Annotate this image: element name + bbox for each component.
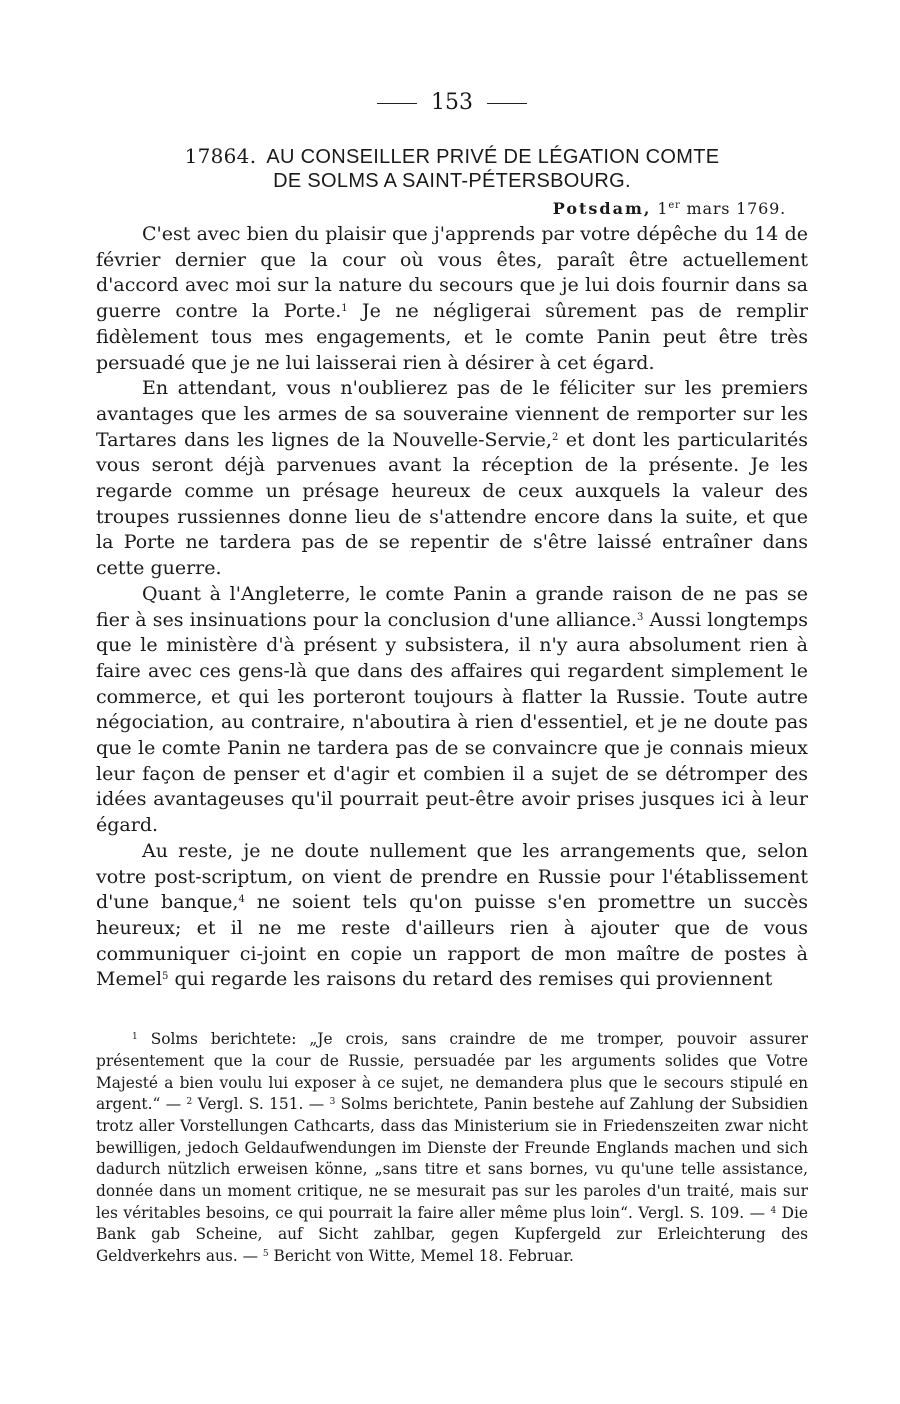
footnote-ref-3: 3 bbox=[636, 611, 644, 623]
header-dash-left bbox=[377, 103, 417, 104]
footnote-4-text: Die Bank gab Scheine, auf Sicht zahlbar, gegen Kupfergeld zur Erleichterung des Geldverkehrs aus. — bbox=[96, 1203, 808, 1266]
paragraph-1-text-b: Je ne négligerai sûrement pas de remplir fidèlement tous mes engagements, et le comte Panin peut être très persuadé que je ne lui laisserai rien à désirer à cet égard. bbox=[96, 300, 808, 374]
letter-title bbox=[96, 144, 808, 193]
paragraph-4-text-a: Au reste, je ne doute nullement que les arrangements que, selon votre post-scriptum, on vient de prendre en Russie pour l'établissement d'une banque, bbox=[96, 839, 808, 914]
footnote-2-text: Vergl. S. 151. — bbox=[192, 1095, 330, 1114]
footnote-3-text: Solms berichtete, Panin bestehe auf Zahlung der Subsidien trotz aller Vorstellungen Cathcarts, dass das Ministerium sie in Friedenszeiten zwar nicht bewilligen, jedoch Geldaufwendungen im Dienste der Freunde Englands machen und sich dadurch nützlich erweisen könne, „sans titre et sans bornes, vu qu'une telle assistance, donnée dans un moment critique, ne se mesurait pas sur les paroles d'un traité, mais sur les véritables besoins, ce qui pourrait la faire aller même plus loin“. Vergl. S. 109. — bbox=[96, 1095, 809, 1222]
paragraph-1-text-a: C'est avec bien du plaisir que j'apprends par votre dépêche du 14 de février dernier que la cour où vous êtes, paraît être actuellement d'accord avec moi sur la nature du secours que je lui dois fournir dans sa guerre contre la Porte. bbox=[96, 223, 808, 323]
footnote-2-marker: 2 bbox=[186, 1097, 193, 1108]
paragraph-2-text-a: En attendant, vous n'oublierez pas de le féliciter sur les premiers avantages que les armes de sa souveraine viennent de remporter sur les Tartares dans les lignes de la Nouvelle-Servie, bbox=[96, 377, 808, 451]
footnote-separator bbox=[96, 993, 808, 1025]
footnote-block bbox=[96, 1029, 808, 1268]
letter-title-line-1 bbox=[96, 144, 808, 169]
document-page bbox=[96, 88, 808, 1268]
footnote-ref-5: 5 bbox=[162, 971, 169, 983]
footnotes bbox=[96, 1029, 808, 1268]
letter-body bbox=[96, 222, 808, 993]
paragraph-3-text-a: Quant à l'Angleterre, le comte Panin a grande raison de ne pas se fier à ses insinuations pour la conclusion d'une alliance. bbox=[96, 582, 808, 631]
paragraph-3-text-b: Aussi longtemps que le ministère d'à présent y subsistera, il n'y aura absolument rien à faire avec ces gens-là que dans des affaires qui regardent simplement le commerce, et qui les porteront toujours à flatter la Russie. Toute autre négociation, au contraire, n'aboutira à rien d'essentiel, et je ne doute pas que le comte Panin ne tardera pas de se convaincre que je connais mieux leur façon de penser et d'agir et combien il a sujet de se détromper des idées avantageuses qu'il pourrait peut-être avoir prises jusques ici à leur égard. bbox=[96, 608, 808, 837]
paragraph-4-text-b: ne soient tels qu'on puisse s'en promettre un succès heureux; et il ne me reste d'ailleurs rien à ajouter que de vous communiquer ci-joint en copie un rapport de mon maître de postes à Memel bbox=[96, 891, 808, 991]
page-number: 153 bbox=[431, 90, 473, 115]
dateline-rest: mars 1769. bbox=[686, 199, 786, 218]
dateline bbox=[96, 199, 808, 218]
letter-title-text-1: AU CONSEILLER PRIVÉ DE LÉGATION COMTE bbox=[266, 146, 720, 168]
paragraph-1 bbox=[96, 222, 808, 376]
paragraph-3 bbox=[96, 582, 808, 839]
paragraph-4-text-c: qui regarde les raisons du retard des remises qui proviennent bbox=[168, 968, 773, 991]
footnote-ref-4: 4 bbox=[238, 894, 245, 906]
letter-number: 17864. bbox=[184, 144, 257, 168]
footnote-3-marker: 3 bbox=[329, 1097, 336, 1108]
letter-title-line-2: DE SOLMS A SAINT-PÉTERSBOURG. bbox=[273, 170, 631, 192]
footnote-1-marker: 1 bbox=[132, 1032, 138, 1043]
footnote-5-text: Bericht von Witte, Memel 18. Februar. bbox=[268, 1247, 574, 1266]
footnote-4-marker: 4 bbox=[770, 1205, 777, 1216]
paragraph-4 bbox=[96, 839, 808, 993]
footnote-ref-1: 1 bbox=[341, 303, 348, 315]
footnote-5-marker: 5 bbox=[262, 1249, 269, 1260]
dateline-place: Potsdam, bbox=[552, 199, 652, 218]
paragraph-2-text-b: et dont les particularités vous seront déjà parvenues avant la réception de la présente. Je les regarde comme un présage heureux de ceux auxquels la valeur des troupes russiennes donne lieu de s'attendre encore dans la suite, et que la Porte ne tardera pas de se repentir de s'être laissé entraîner dans cette guerre. bbox=[96, 428, 808, 580]
footnote-1-text: Solms berichtete: „Je crois, sans craindre de me tromper, pouvoir assurer présentement que la cour de Russie, persuadée par les arguments solides que Votre Majesté a bien voulu lui exposer à ce sujet, ne demandera plus que le secours stipulé en argent.“ — bbox=[96, 1030, 808, 1114]
footnote-ref-2: 2 bbox=[551, 431, 559, 443]
page-header bbox=[96, 88, 808, 128]
dateline-day: 1 bbox=[657, 199, 669, 218]
dateline-day-sup: er bbox=[668, 200, 681, 211]
header-dash-right bbox=[487, 103, 527, 104]
paragraph-2 bbox=[96, 376, 808, 582]
